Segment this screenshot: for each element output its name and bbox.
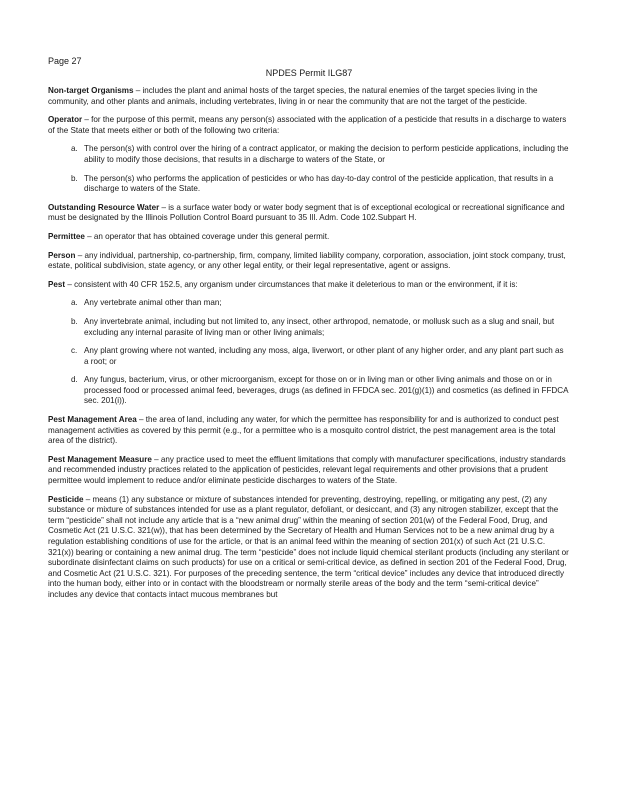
definition-text: – any practice used to meet the effluent limitations that comply with manufacturer specifications, industry standards and recommended industry practices related to the application of pesticides, relevant legal requirements and other provisions that a prudent permittee would implement to reduce and/or eliminate pesticide discharges to waters of the State.	[48, 454, 566, 486]
definition-non-target-organisms	[48, 86, 570, 107]
permit-id: NPDES Permit ILG87	[265, 68, 353, 78]
definition-operator	[48, 115, 570, 136]
definition-text: – means (1) any substance or mixture of substances intended for preventing, destroying, repelling, or mitigating any pest, (2) any substance or mixture of substances intended for use as a plant regulator, defoliant, or desiccant, and (3) any nitrogen stabilizer, except that the term “pesticide” shall not include any article that is a “new animal drug” within the meaning of section 201(w) of the Federal Food, Drug, and Cosmetic Act (21 U.S.C. 321(w)), that has been determined by the Secretary of Health and Human Services not to be a new animal drug by a regulation establishing conditions of use for the article, or that is an animal feed within the meaning of section 201(x) of such Act (21 U.S.C. 321(x)) bearing or containing a new animal drug. The term “pesticide” does not include liquid chemical sterilant products (including any sterilant or subordinate disinfectant claims on such products) for use on a critical or semi-critical device, as defined in section 201 of the Federal Food, Drug, and Cosmetic Act (21 U.S.C. 321). For purposes of the preceding sentence, the term “critical device” includes any device that introduced directly into the human body, either into or in contact with the bloodstream or normally sterile areas of the body and the term “semi-critical device” includes any device that contacts intact mucous membranes but	[48, 494, 569, 599]
list-item-text: Any invertebrate animal, including but not limited to, any insect, other arthropod, nematode, or mollusk such as a slug and snail, but excluding any internal parasite of living man or other living animals;	[84, 316, 555, 337]
definition-text: – for the purpose of this permit, means any person(s) associated with the application of a pesticide that results in a discharge to waters of the State that meets either or both of the following two criteria:	[48, 115, 567, 135]
list-item	[48, 144, 570, 165]
list-marker: d.	[71, 375, 78, 385]
list-item	[48, 375, 570, 407]
definition-term: Non-target Organisms	[48, 86, 134, 95]
definition-text: – the area of land, including any water, for which the permittee has responsibility for and is authorized to conduct pest management activities as covered by this permit (e.g., for a permittee who is a mosquito control district, the pest management area is the total area of the district).	[48, 415, 559, 446]
list-marker: b.	[71, 316, 78, 326]
list-item-text: The person(s) with control over the hiring of a contract applicator, or making the decision to perform pesticide applications, including the ability to modify those decisions, that results in a discharge to waters of the State, or	[84, 144, 569, 164]
definition-term: Pesticide	[48, 494, 84, 504]
definitions-body	[48, 86, 570, 609]
list-item	[48, 298, 570, 309]
definition-term: Pest	[48, 279, 66, 289]
list-marker: a.	[71, 298, 78, 308]
definition-pest-management-measure	[48, 455, 570, 487]
definition-pest	[48, 280, 570, 291]
list-item-text: Any vertebrate animal other than man;	[84, 298, 222, 308]
list-item	[48, 174, 570, 195]
page-number: Page 27	[48, 56, 82, 66]
definition-text: – an operator that has obtained coverage under this general permit.	[84, 231, 330, 241]
definition-term: Person	[48, 250, 76, 260]
list-marker: a.	[71, 144, 78, 154]
definition-text: – any individual, partnership, co-partnership, firm, company, limited liability company, corporation, association, joint stock company, trust, estate, political subdivision, state agency, or any other legal entity, or their legal representative, agent or assigns.	[48, 250, 566, 271]
list-marker: c.	[71, 346, 78, 356]
list-item-text: Any fungus, bacterium, virus, or other microorganism, except for those on or in living man or other living animals and those on or in processed food or processed animal feed, beverages, drugs (as defined in FFDCA sec. 201(g)(1)) and cosmetics (as defined in FFDCA sec. 201(i)).	[84, 375, 569, 406]
definition-text: – includes the plant and animal hosts of the target species, the natural enemies of the target species living in the community, and other plants and animals, including vertebrates, living in or near the community that are not the target of the pesticide.	[48, 86, 538, 106]
definition-person	[48, 251, 570, 272]
definition-term: Permittee	[48, 231, 85, 241]
definition-term: Pest Management Measure	[48, 454, 152, 464]
definition-term: Outstanding Resource Water	[48, 202, 160, 212]
definition-term: Operator	[48, 115, 83, 125]
list-item	[48, 346, 570, 367]
definition-pest-management-area	[48, 415, 570, 447]
definition-list	[48, 298, 570, 407]
list-marker: b.	[71, 173, 78, 183]
list-item	[48, 317, 570, 338]
list-item-text: The person(s) who performs the application of pesticides or who has day-to-day control of the pesticide application, that results in a discharge to waters of the State.	[84, 173, 554, 194]
list-item-text: Any plant growing where not wanted, including any moss, alga, liverwort, or other plant of any higher order, and any plant part such as a root; or	[84, 346, 564, 366]
definition-list	[48, 144, 570, 194]
definition-text: – is a surface water body or water body segment that is of exceptional ecological or recreational significance and must be designated by the Illinois Pollution Control Board pursuant to 35 Ill. Adm. Code 102.Subpart H.	[48, 202, 565, 223]
definition-permittee	[48, 232, 570, 243]
definition-text: – consistent with 40 CFR 152.5, any organism under circumstances that make it deleterious to man or the environment, if it is:	[65, 279, 518, 289]
definition-outstanding-resource-water	[48, 203, 570, 224]
definition-term: Pest Management Area	[48, 415, 137, 425]
definition-pesticide	[48, 495, 570, 601]
